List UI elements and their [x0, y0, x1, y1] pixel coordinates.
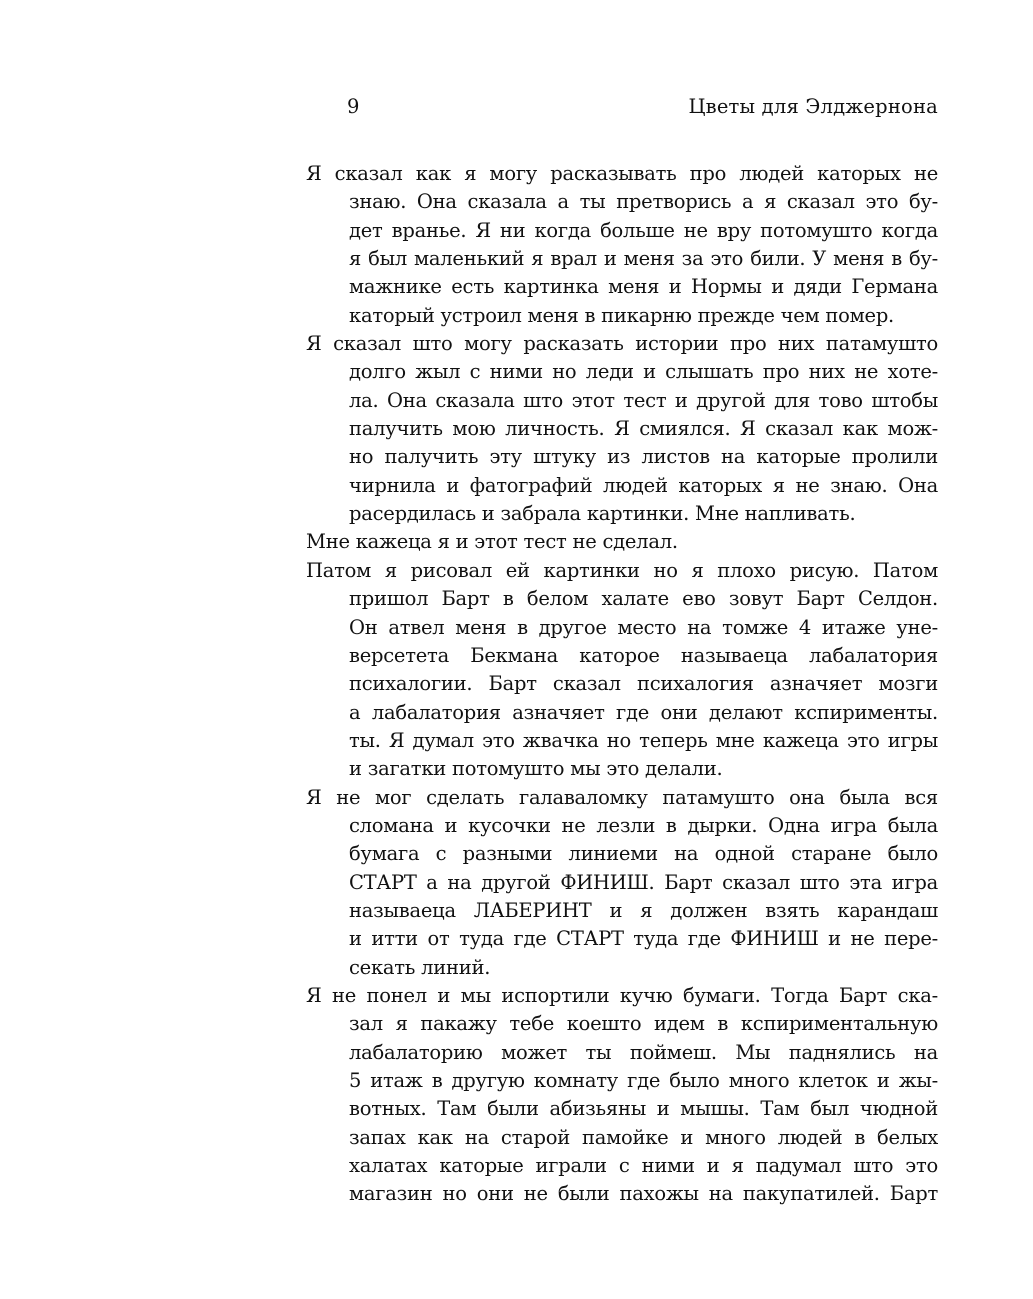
page-number: 9	[347, 95, 360, 118]
text-line: Он атвел меня в другое место на томже 4 итаже уне-	[349, 615, 938, 639]
text-line: Я сказал как я могу расказывать про людей каторых не	[306, 162, 938, 185]
text-line: халатах каторые играли с ними и я падумал што это	[349, 1154, 938, 1178]
text-line: ла. Она сказала што этот тест и другой для тово штобы	[349, 388, 938, 412]
text-line: Я не мог сделать галаваломку патамушто она была вся	[306, 785, 938, 809]
text-line: и загатки потомушто мы это делали.	[349, 757, 723, 781]
text-line: версетета Бекмана каторое называеца лабалатория	[349, 643, 938, 667]
text-line: Я не понел и мы испортили кучю бумаги. Тогда Барт ска-	[306, 983, 938, 1007]
text-line: сломана и кусочки не лезли в дырки. Одна игра была	[349, 813, 938, 837]
paragraph	[306, 982, 938, 1209]
paragraph	[306, 784, 938, 982]
text-line: лабалаторию может ты поймеш. Мы паднялись на	[349, 1040, 938, 1064]
text-line: я был маленький я врал и меня за это били. У меня в бу-	[349, 247, 938, 271]
text-line: секать линий.	[349, 955, 491, 979]
text-line: каторый устроил меня в пикарню прежде чем помер.	[349, 303, 894, 327]
text-line: бумага с разными линиеми на одной старане было	[349, 842, 938, 866]
text-line: пришол Барт в белом халате ево зовут Барт Селдон.	[349, 587, 938, 611]
paragraph	[306, 528, 938, 556]
paragraph	[306, 557, 938, 784]
text-line: чирнила и фатографий людей каторых я не знаю. Она	[349, 473, 938, 497]
running-head	[347, 92, 938, 122]
text-line: расердилась и забрала картинки. Мне напливать.	[349, 502, 856, 526]
text-line: психалогии. Барт сказал психалогия азначяет мозги	[349, 672, 938, 696]
text-line: ты. Я думал это жвачка но теперь мне кажеца это игры	[349, 728, 938, 752]
text-line: вотных. Там были абизьяны и мышы. Там был чюдной	[349, 1097, 938, 1121]
text-line: мажнике есть картинка меня и Нормы и дяди Германа	[349, 275, 938, 299]
text-line: и итти от туда где СТАРТ туда где ФИНИШ и не пере-	[349, 927, 938, 951]
body-text	[306, 160, 938, 1209]
text-line: Мне кажеца я и этот тест не сделал.	[306, 530, 678, 554]
text-line: долго жыл с ними но леди и слышать про них не хоте-	[349, 360, 938, 384]
paragraph	[306, 160, 938, 330]
text-line: зал я пакажу тебе коешто идем в кспириментальную	[349, 1012, 938, 1036]
text-line: называеца ЛАБЕРИНТ и я должен взять карандаш	[349, 898, 938, 922]
text-line: дет вранье. Я ни когда больше не вру потомушто когда	[349, 218, 938, 242]
text-line: магазин но они не были пахожы на пакупатилей. Барт	[349, 1182, 938, 1206]
text-line: но палучить эту штуку из листов на каторые пролили	[349, 445, 938, 469]
text-line: 5 итаж в другую комнату где было много клеток и жы-	[349, 1069, 938, 1092]
text-line: знаю. Она сказала а ты претворись а я сказал это бу-	[349, 190, 938, 214]
text-line: запах как на старой памойке и много людей в белых	[349, 1125, 938, 1149]
text-line: палучить мою личность. Я смиялся. Я сказал как мож-	[349, 417, 938, 441]
running-title: Цветы для Элджернона	[688, 95, 938, 118]
paragraph	[306, 330, 938, 528]
text-line: Патом я рисовал ей картинки но я плохо рисую. Патом	[306, 558, 938, 582]
text-line: СТАРТ а на другой ФИНИШ. Барт сказал што эта игра	[349, 870, 938, 894]
text-line: Я сказал што могу расказать истории про них патамушто	[306, 332, 938, 356]
text-line: а лабалатория азначяет где они делают кспирименты.	[349, 700, 938, 724]
